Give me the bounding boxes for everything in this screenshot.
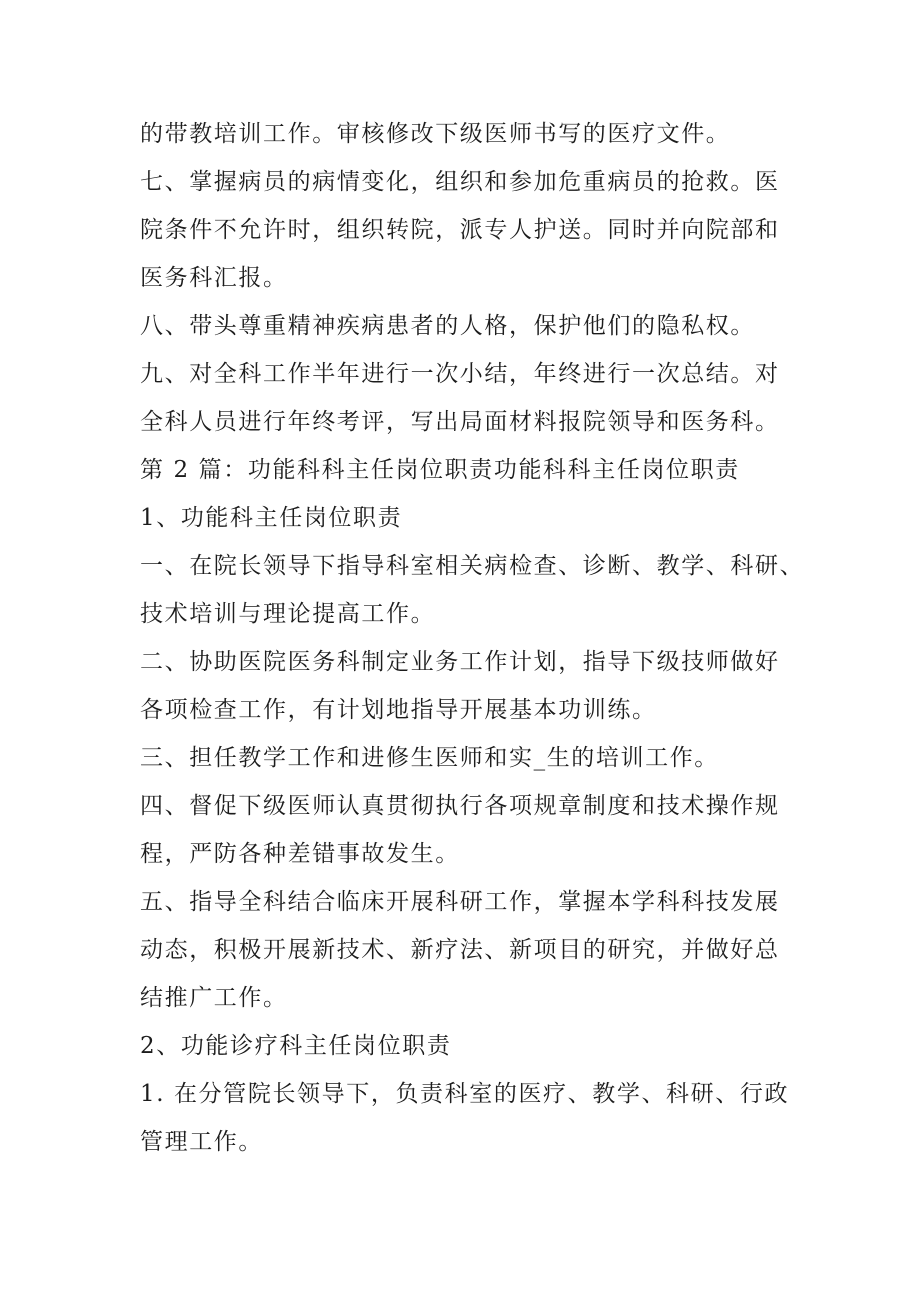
text-line: 院条件不允许时，组织转院，派专人护送。同时并向院部和 (140, 217, 780, 243)
text-line: 四、督促下级医师认真贯彻执行各项规章制度和技术操作规 (140, 793, 780, 819)
text-line: 程，严防各种差错事故发生。 (140, 841, 460, 867)
subsection-heading: 1、功能科主任岗位职责 (140, 505, 403, 531)
text-line: 技术培训与理论提高工作。 (140, 601, 436, 627)
text-line: 五、指导全科结合临床开展科研工作，掌握本学科科技发展 (140, 889, 780, 915)
text-line: 医务科汇报。 (140, 265, 288, 291)
text-line: 八、带头尊重精神疾病患者的人格，保护他们的隐私权。 (140, 313, 755, 339)
subsection-heading: 2、功能诊疗科主任岗位职责 (140, 1033, 452, 1059)
text-line: 全科人员进行年终考评，写出局面材料报院领导和医务科。 (140, 409, 780, 435)
text-line: 七、掌握病员的病情变化，组织和参加危重病员的抢救。医 (140, 169, 780, 195)
text-line: 动态，积极开展新技术、新疗法、新项目的研究，并做好总 (140, 937, 780, 963)
text-line: 二、协助医院医务科制定业务工作计划，指导下级技师做好 (140, 649, 780, 675)
text-line: 的带教培训工作。审核修改下级医师书写的医疗文件。 (140, 121, 731, 147)
text-line: 一、在院长领导下指导科室相关病检查、诊断、教学、科研、 (140, 553, 805, 579)
text-line: 结推广工作。 (140, 985, 288, 1011)
section-heading: 第 2 篇：功能科科主任岗位职责功能科科主任岗位职责 (140, 457, 740, 483)
document-body (140, 110, 805, 1166)
text-line: 九、对全科工作半年进行一次小结，年终进行一次总结。对 (140, 361, 780, 387)
text-line: 三、担任教学工作和进修生医师和实_生的培训工作。 (140, 745, 719, 771)
text-line: 管理工作。 (140, 1129, 263, 1155)
text-line: 各项检查工作，有计划地指导开展基本功训练。 (140, 697, 657, 723)
text-line: 1. 在分管院长领导下，负责科室的医疗、教学、科研、行政 (140, 1081, 790, 1107)
